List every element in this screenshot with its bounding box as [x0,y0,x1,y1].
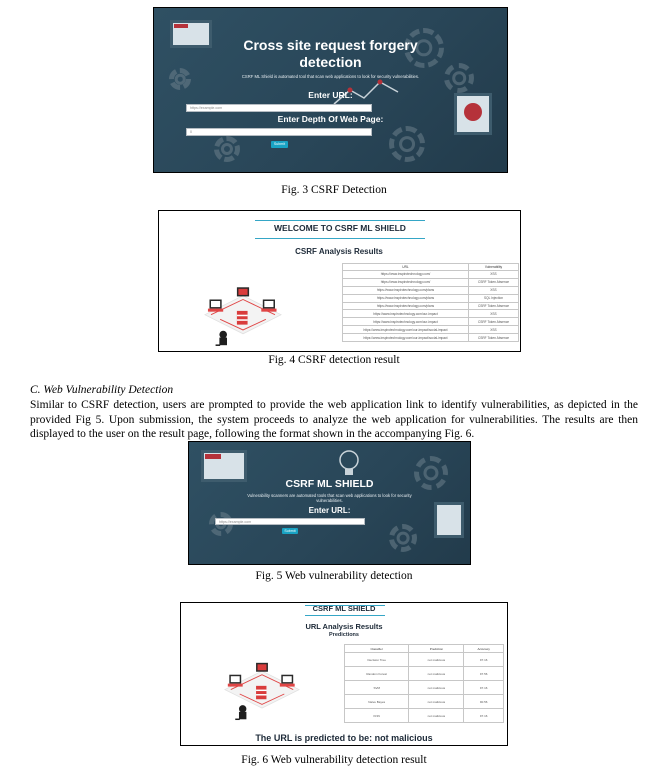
url-cell: https://www.inspirotechnology.com/our-impact [343,310,469,318]
classifier-cell: Decision Tree [345,653,409,667]
page-title: Cross site request forgery [243,37,418,53]
accuracy-cell: 97.16 [464,681,504,695]
accuracy-cell: 97.56 [464,667,504,681]
depth-input[interactable]: 0 [186,128,372,136]
vulnerability-cell: XSS [469,286,519,294]
vulnerability-cell: CSRF Token Absence [469,318,519,326]
table-row [343,318,519,326]
vulnerability-cell: CSRF Token Absence [469,302,519,310]
table-row [345,667,504,681]
divider [305,615,385,616]
url-cell: https://www.inspirotechnology.com/our-impact [343,318,469,326]
column-header: URL [343,264,469,271]
depth-label: Enter Depth Of Web Page: [277,114,384,124]
figure-caption: Fig. 6 Web vulnerability detection result [241,754,427,766]
gear-icon [389,126,425,162]
illustration-bar [205,454,221,459]
accuracy-cell: 97.16 [464,653,504,667]
predictions-table [344,644,504,723]
url-cell: https://www.inspirotechnology.com/ [343,271,469,279]
app-header: CSRF ML SHIELD [312,604,376,613]
vulnerability-cell: XSS [469,310,519,318]
gear-icon [169,68,191,90]
figure-caption: Fig. 4 CSRF detection result [268,354,400,366]
results-title: URL Analysis Results [305,622,383,631]
url-label: Enter URL: [308,506,351,515]
table-row [345,653,504,667]
url-cell: https://www.inspirotechnology.com/ [343,278,469,286]
table-row [345,681,504,695]
url-cell: https://www.inspirotechnology.com/our-impact/social-impact [343,334,469,342]
app-subtitle: Vulnerability scanners are automated tools that scan web applications to look for security vulnerabilities. [247,493,412,503]
table-row [345,695,504,709]
column-header: Classifier [345,645,409,653]
gear-icon [389,524,417,552]
accuracy-cell: 90.56 [464,695,504,709]
page-subtitle: CSRF ML Shield is automated tool that scan web applications to look for security vulnerabilities. [241,74,420,79]
vulnerability-cell: XSS [469,271,519,279]
url-cell: https://www.inspirotechnology.com/plans [343,286,469,294]
section-heading: C. Web Vulnerability Detection [30,384,174,396]
figure-csrf-results [158,210,521,352]
figure-web-vulnerability-result [180,602,508,746]
lightbulb-illustration [329,448,369,478]
app-title: CSRF ML SHIELD [285,478,374,490]
url-cell: https://www.inspirotechnology.com/plans [343,294,469,302]
divider [255,238,425,239]
table-row [343,326,519,334]
predictions-title: Predictions [329,632,359,638]
server-illustration [183,269,303,349]
paragraph-line: provided Fig 5. Upon submission, the system proceeds to analyze the web application for vulnerabilities. The results are then [30,413,638,426]
server-illustration [207,645,317,723]
divider [255,220,425,221]
figure-web-vulnerability-detection [188,441,471,565]
table-header-row [343,264,519,271]
vulnerability-cell: XSS [469,326,519,334]
figure-caption: Fig. 3 CSRF Detection [281,184,387,196]
prediction-result: The URL is predicted to be: not malicious [255,733,433,743]
column-header: Prediction [409,645,464,653]
table-row [343,278,519,286]
vulnerability-cell: CSRF Token Absence [469,278,519,286]
table-row [343,286,519,294]
table-row [343,271,519,279]
results-table [342,263,519,342]
paragraph-line: Similar to CSRF detection, users are prompted to provide the web application link to identify vulnerabilities, as depicted in the [30,399,638,411]
url-cell: https://www.inspirotechnology.com/our-impact/social-impact [343,326,469,334]
results-title: CSRF Analysis Results [295,247,383,256]
submit-button[interactable]: Submit [271,141,288,148]
table-row [343,334,519,342]
url-cell: https://www.inspirotechnology.com/plans [343,302,469,310]
prediction-cell: not malicious [409,653,464,667]
url-label: Enter URL: [308,90,353,100]
prediction-cell: not malicious [409,695,464,709]
column-header: Vulnerability [469,264,519,271]
classifier-cell: SVM [345,681,409,695]
vulnerability-cell: SQL Injection [469,294,519,302]
vulnerability-cell: CSRF Token Absence [469,334,519,342]
prediction-cell: not malicious [409,681,464,695]
page-title-line2: detection [299,54,362,70]
classifier-cell: Naive Bayes [345,695,409,709]
table-row [343,310,519,318]
table-row [343,294,519,302]
table-row [345,709,504,723]
classifier-cell: KNN [345,709,409,723]
welcome-heading: WELCOME TO CSRF ML SHIELD [274,223,406,233]
figure-csrf-detection [153,7,508,173]
url-input[interactable]: https://example.com [186,104,372,112]
body-paragraph [30,398,638,442]
url-input[interactable]: https://example.com [215,518,365,525]
gear-icon [214,136,240,162]
prediction-cell: not malicious [409,709,464,723]
submit-button[interactable]: Submit [282,528,298,534]
table-row [343,302,519,310]
classifier-cell: Random Forest [345,667,409,681]
figure-caption: Fig. 5 Web vulnerability detection [255,570,413,582]
paragraph-line: displayed to the user on the result page, following the format shown in the accompanying Fig. 6. [30,428,475,440]
prediction-cell: not malicious [409,667,464,681]
accuracy-cell: 97.16 [464,709,504,723]
illustration-bar [174,24,188,28]
table-header-row [345,645,504,653]
column-header: Accuracy [464,645,504,653]
